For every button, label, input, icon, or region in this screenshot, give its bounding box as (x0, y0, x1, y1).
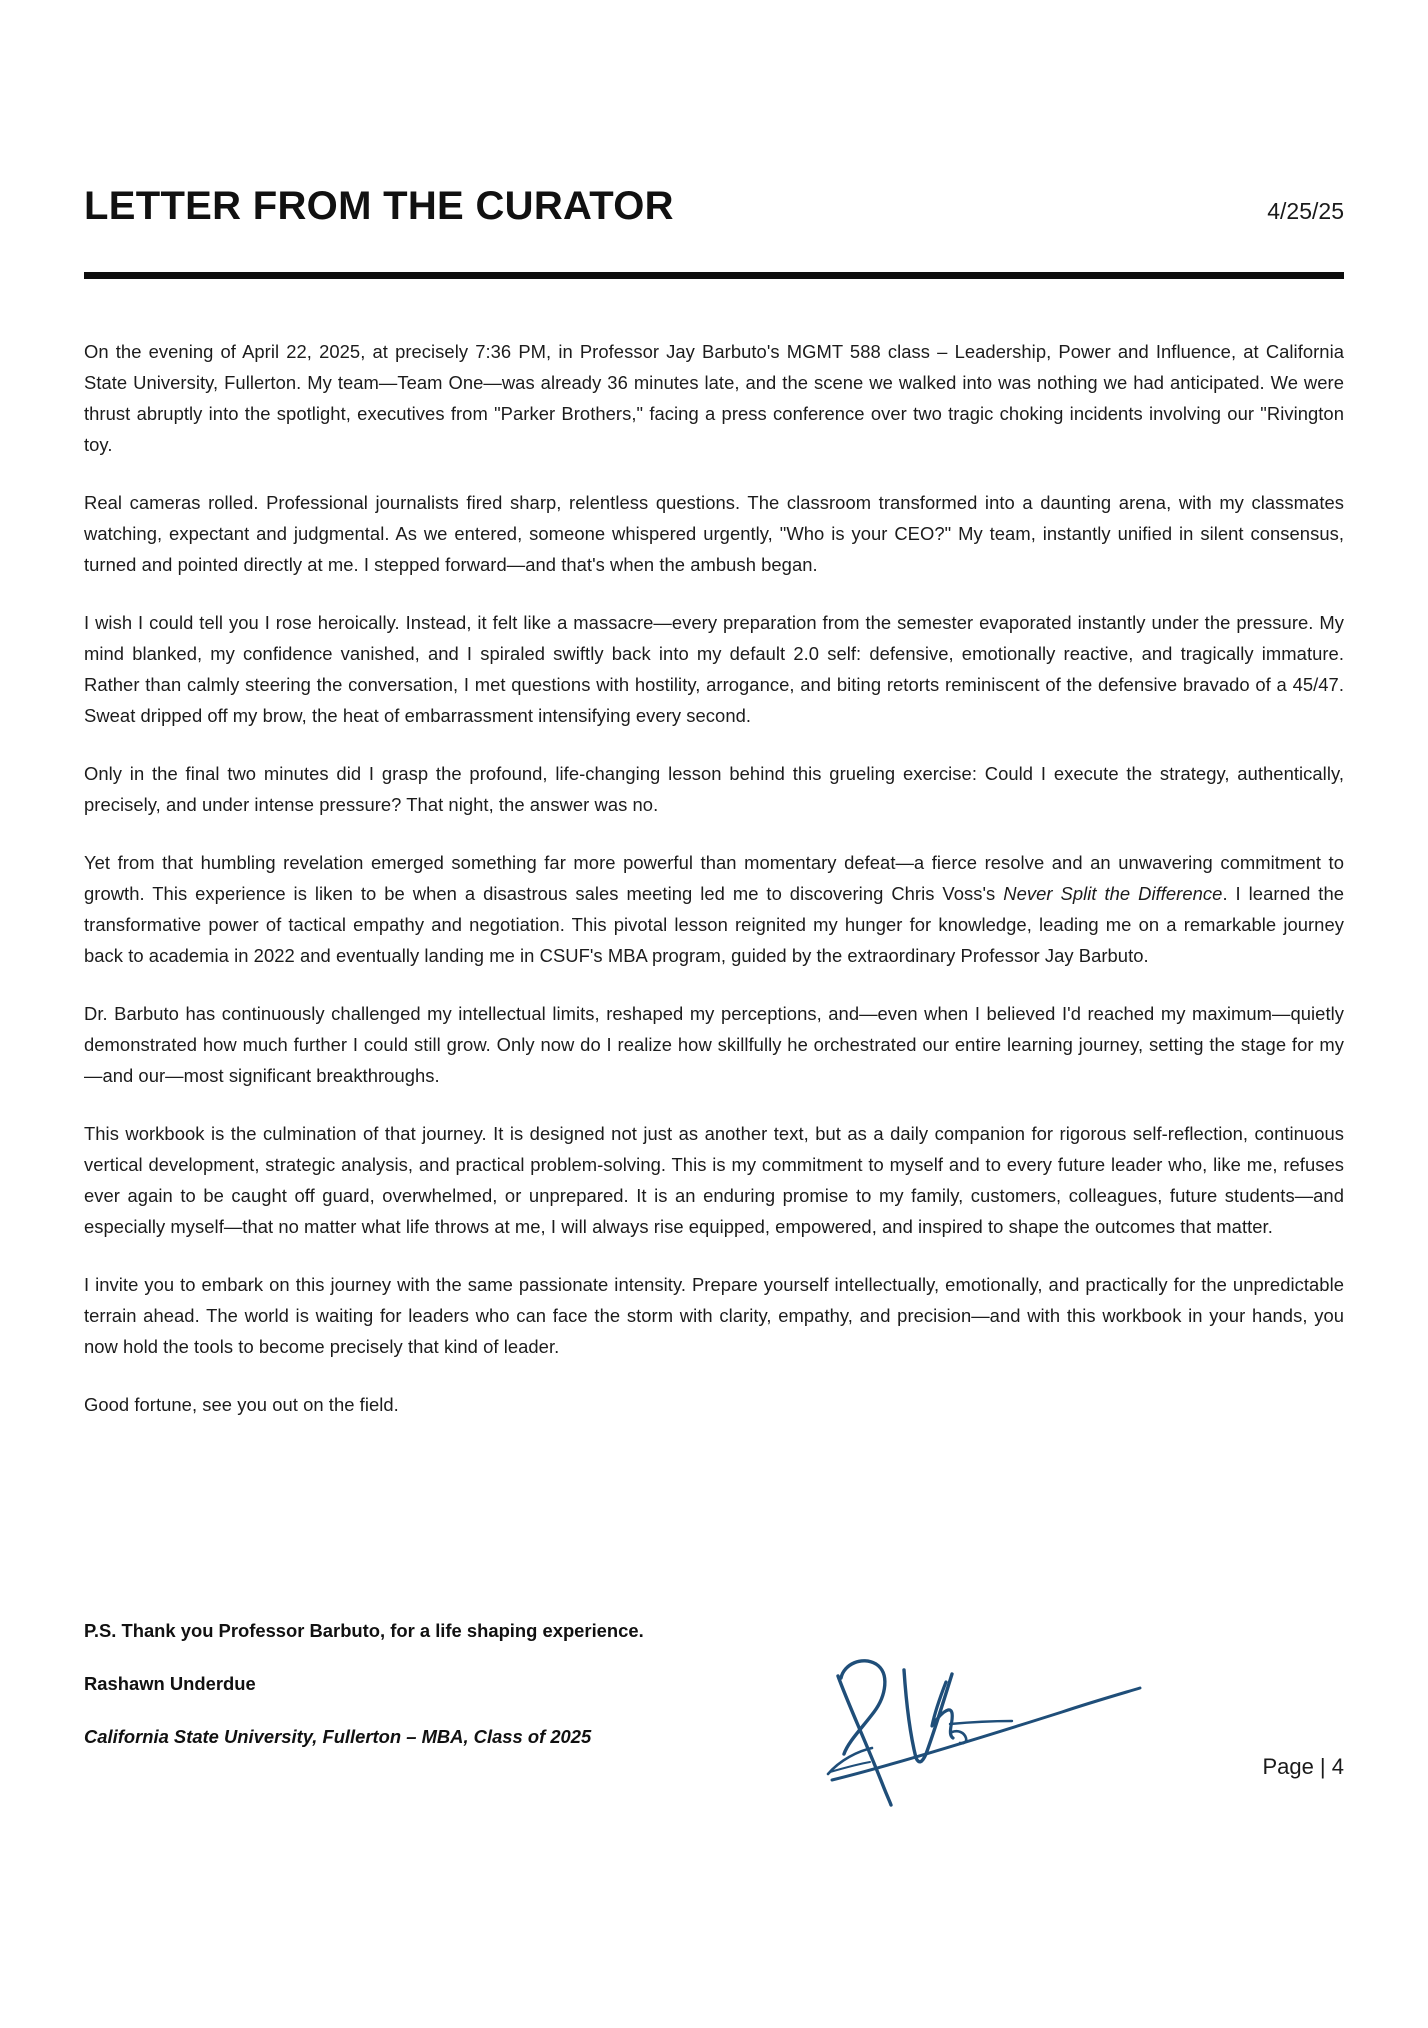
book-title-never-split-the-difference: Never Split the Difference (1003, 883, 1223, 904)
paragraph-3: I wish I could tell you I rose heroically. Instead, it felt like a massacre—every preparation from the semester evaporated instantly under the pressure. My mind blanked, my confidence vanished, and I spiraled swiftly back into my default 2.0 self: defensive, emotionally reactive, and tragically immature. Rather than calmly steering the conversation, I met questions with hostility, arrogance, and biting retorts reminiscent of the defensive bravado of a 45/47. Sweat dripped off my brow, the heat of embarrassment intensifying every second. (84, 612, 1344, 726)
paragraph-8: I invite you to embark on this journey with the same passionate intensity. Prepare yourself intellectually, emotionally, and practically for the unpredictable terrain ahead. The world is waiting for leaders who can face the storm with clarity, empathy, and precision—and with this workbook in your hands, you now hold the tools to become precisely that kind of leader. (84, 1274, 1344, 1357)
paragraph-6: Dr. Barbuto has continuously challenged my intellectual limits, reshaped my perceptions, and—even when I believed I'd reached my maximum—quietly demonstrated how much further I could still grow. Only now do I realize how skillfully he orchestrated our entire learning journey, setting the stage for my—and our—most significant breakthroughs. (84, 1003, 1344, 1086)
paragraph-5-tail: . I learned the transformative power of tactical empathy and negotiation. This pivotal lesson reignited my hunger for knowledge, leading me on a remarkable journey back to academia in 2022 and eventually landing me in CSUF's MBA program, guided by the extraordinary Professor Jay Barbuto. (84, 883, 1345, 966)
signature-name: Rashawn Underdue (84, 1673, 256, 1694)
signature-icon (800, 1612, 1170, 1807)
page-title: LETTER FROM THE CURATOR (84, 184, 674, 228)
document-date: 4/25/25 (1267, 198, 1344, 224)
paragraph-9-closing: Good fortune, see you out on the field. (84, 1394, 399, 1415)
paragraph-5 (84, 847, 1344, 971)
paragraph-5-lead: Yet from that humbling revelation emerged something far more powerful than momentary defeat—a fierce resolve and an unwavering commitment to growth. This experience is liken to be when a disastrous sales meeting led me to discovering Chris Voss's (84, 852, 1344, 904)
paragraph-7: This workbook is the culmination of that journey. It is designed not just as another text, but as a daily companion for rigorous self-reflection, continuous vertical development, strategic analysis, and practical problem-solving. This is my commitment to myself and to every future leader who, like me, refuses ever again to be caught off guard, overwhelmed, or unprepared. It is an enduring promise to my family, customers, colleagues, future students—and especially myself—that no matter what life throws at me, I will always rise equipped, empowered, and inspired to shape the outcomes that matter. (84, 1123, 1344, 1237)
page-number: Page | 4 (1262, 1754, 1344, 1779)
document-header (84, 186, 1344, 226)
title-divider (84, 272, 1344, 279)
signature-credentials: California State University, Fullerton – MBA, Class of 2025 (84, 1726, 592, 1747)
paragraph-4: Only in the final two minutes did I grasp the profound, life-changing lesson behind this grueling exercise: Could I execute the strategy, authentically, precisely, and under intense pressure? That night, the answer was no. (84, 763, 1344, 815)
letter-body (84, 336, 1344, 1420)
signature-postscript: P.S. Thank you Professor Barbuto, for a life shaping experience. (84, 1620, 644, 1641)
signature-block (84, 1618, 844, 1750)
paragraph-2: Real cameras rolled. Professional journalists fired sharp, relentless questions. The classroom transformed into a daunting arena, with my classmates watching, expectant and judgmental. As we entered, someone whispered urgently, "Who is your CEO?" My team, instantly unified in silent consensus, turned and pointed directly at me. I stepped forward—and that's when the ambush began. (84, 492, 1344, 575)
paragraph-1: On the evening of April 22, 2025, at precisely 7:36 PM, in Professor Jay Barbuto's MGMT 588 class – Leadership, Power and Influence, at California State University, Fullerton. My team—Team One—was already 36 minutes late, and the scene we walked into was nothing we had anticipated. We were thrust abruptly into the spotlight, executives from "Parker Brothers," facing a press conference over two tragic choking incidents involving our "Rivington toy. (84, 341, 1344, 455)
